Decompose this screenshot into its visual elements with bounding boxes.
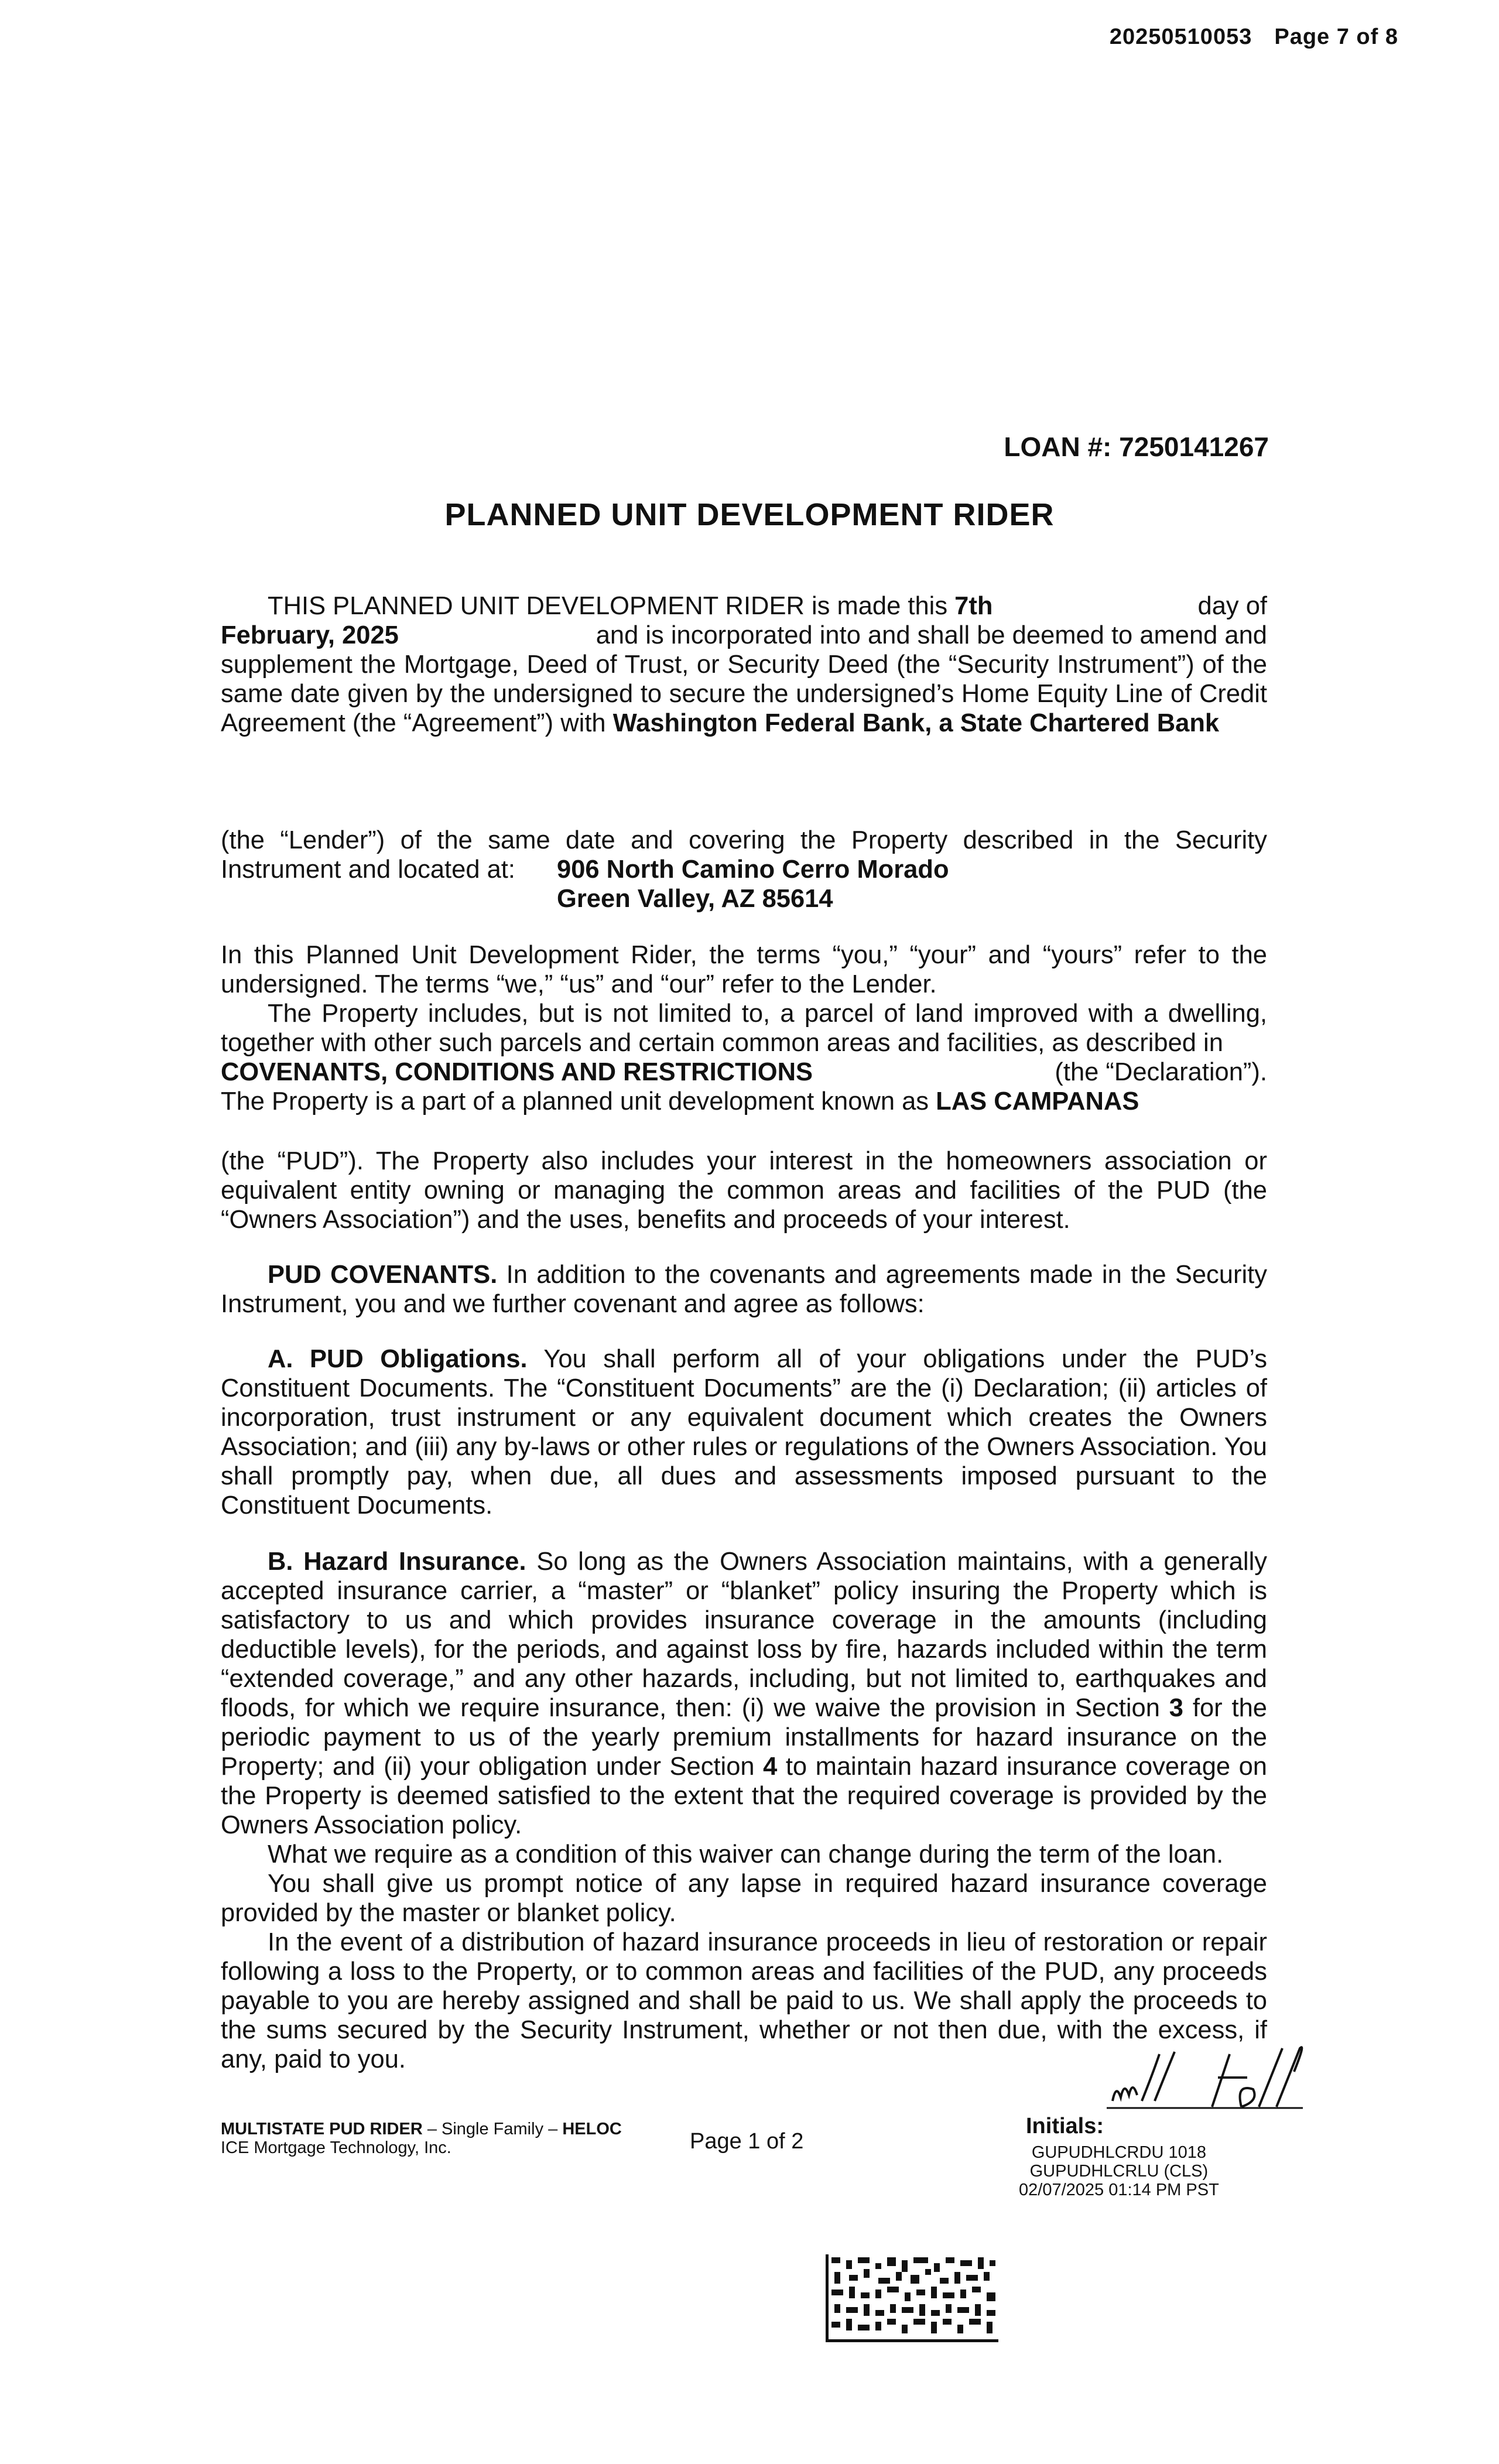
pud-name: LAS CAMPANAS [936,1087,1139,1115]
lender-name: Washington Federal Bank, a State Chartered Bank [612,709,1220,737]
covenants-heading: PUD COVENANTS. [268,1261,498,1289]
document-number: 20250510053 [1109,25,1252,49]
footer-codes: GUPUDHLCRDU 1018 GUPUDHLCRLU (CLS) 02/07/2025 01:14 PM PST [1019,2143,1219,2199]
terms-paragraph: In this Planned Unit Development Rider, the terms “you,” “your” and “yours” refer to the undersigned. The terms “we,” “us” and “our” refer to the Lender. The Property includes, but is not limited to, a parcel of land improved with a dwelling, together with other such parcels and certain common areas and facilities, as described in COVENANTS, CONDITIONS AND RESTRICTIONS (the “Declaration”). The Property is a part of a planned unit development known as LAS CAMPANAS [221,941,1267,1115]
page-header [1087,25,1398,50]
covenants-paragraph: PUD COVENANTS. In addition to the covenants and agreements made in the Security Instrument, you and we further covenant and agree as follows: [221,1261,1267,1318]
property-address-paragraph: (the “Lender”) of the same date and covering the Property described in the Security Instrument and located at: 906 North Camino Cerro Morado Green Valley, AZ 85614 [221,826,1267,913]
declaration-name: COVENANTS, CONDITIONS AND RESTRICTIONS [221,1058,813,1086]
rider-date: February, 2025 [221,621,399,649]
intro-paragraph: THIS PLANNED UNIT DEVELOPMENT RIDER is made this 7th day of February, 2025 and is incorporated into and shall be deemed to amend and supplement the Mortgage, Deed of Trust, or Security Deed (the “Security Instrument”) of the same date given by the undersigned to secure the undersigned’s Home Equity Line of Credit Agreement (the “Agreement”) with Washington Federal Bank, a State Chartered Bank [221,592,1267,737]
initials-signature [1101,2042,1312,2119]
rider-day: 7th [954,592,993,620]
section-b-heading: B. Hazard Insurance. [268,1548,526,1576]
section-a-heading: A. PUD Obligations. [268,1345,528,1373]
address-line-1: 906 North Camino Cerro Morado [557,855,949,884]
section-a: A. PUD Obligations. You shall perform all of your obligations under the PUD’s Constituent Documents. The “Constituent Documents” are the (i) Declaration; (ii) articles of incorporation, trust instrument or any equivalent document which creates the Owners Association; and (iii) any by-laws or other rules or regulations of the Owners Association. You shall promptly pay, when due, all dues and assessments imposed pursuant to the Constituent Documents. [221,1345,1267,1520]
pud-paragraph: (the “PUD”). The Property also includes your interest in the homeowners association or equivalent entity owning or managing the common areas and facilities of the PUD (the “Owners Association”) and the uses, benefits and proceeds of your interest. [221,1147,1267,1234]
page-title: PLANNED UNIT DEVELOPMENT RIDER [444,497,1055,532]
section-b: B. Hazard Insurance. So long as the Owners Association maintains, with a generally accepted insurance carrier, a “master” or “blanket” policy insuring the Property which is satisfactory to us and which provides insurance coverage in the amounts (including deductible levels), for the periods, and against loss by fire, hazards included within the term “extended coverage,” and any other hazards, including, but not limited to, earthquakes and floods, for which we require insurance, then: (i) we waive the provision in Section 3 for the periodic payment to us of the yearly premium installments for hazard insurance on the Property; and (ii) your obligation under Section 4 to maintain hazard insurance coverage on the Property is deemed satisfied to the extent that the required coverage is provided by the Owners Association policy. What we require as a condition of this waiver can change during the term of the loan. You shall give us prompt notice of any lapse in required hazard insurance coverage provided by the master or blanket policy. In the event of a distribution of hazard insurance proceeds in lieu of restoration or repair following a loss to the Property, or to common areas and facilities of the PUD, any proceeds payable to you are hereby assigned and shall be paid to us. We shall apply the proceeds to the sums secured by the Security Instrument, whether or not then due, with the excess, if any, paid to you. [221,1548,1267,2073]
barcode-icon [826,2254,998,2342]
footer-company: ICE Mortgage Technology, Inc. [221,2138,451,2157]
footer-page-number: Page 1 of 2 [690,2129,804,2154]
address-line-2: Green Valley, AZ 85614 [557,885,833,913]
footer-form-info: MULTISTATE PUD RIDER – Single Family – HELOC ICE Mortgage Technology, Inc. [221,2120,622,2157]
initials-label: Initials: [1026,2114,1104,2138]
loan-number: LOAN #: 7250141267 [1004,432,1269,462]
page-indicator: Page 7 of 8 [1274,25,1398,49]
footer-timestamp: 02/07/2025 01:14 PM PST [1019,2181,1219,2199]
